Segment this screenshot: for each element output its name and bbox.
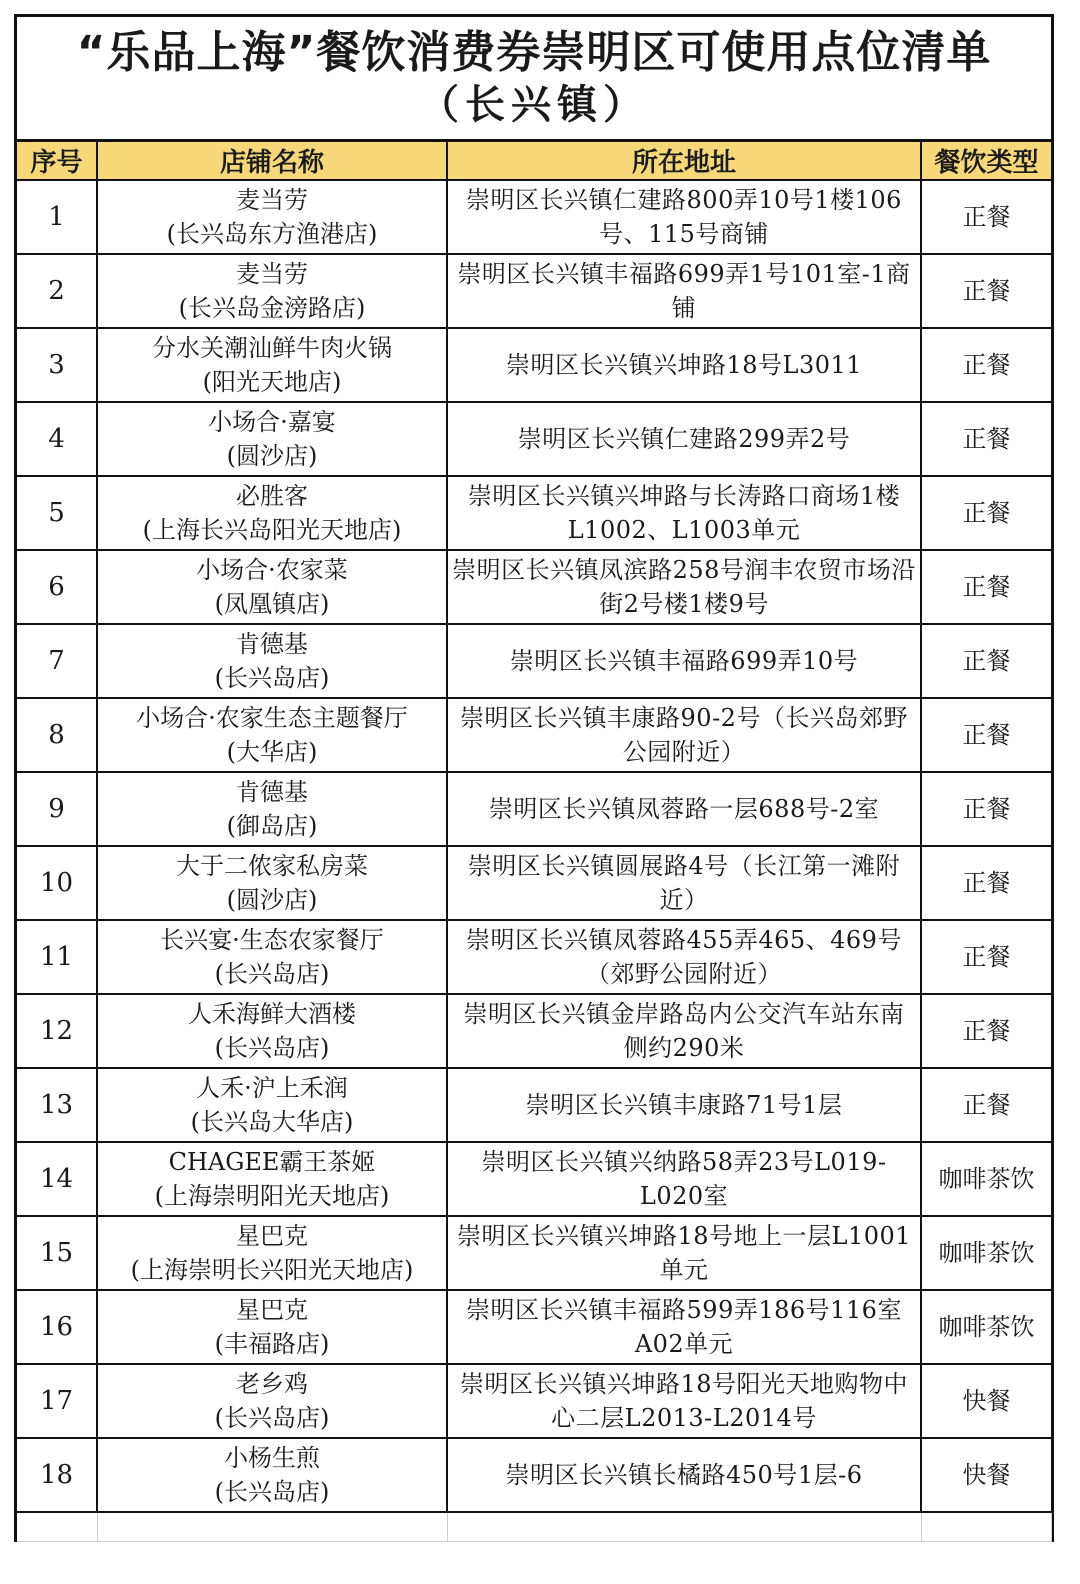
table-row [17, 476, 1051, 550]
store-branch: (长兴岛店) [214, 1034, 330, 1062]
store-branch: (御岛店) [226, 812, 318, 840]
row-number: 10 [17, 846, 97, 920]
dining-type: 正餐 [921, 476, 1051, 550]
store-name: 小杨生煎 [224, 1444, 320, 1472]
store-address: 崇明区长兴镇兴纳路58弄23号L019-L020室 [447, 1142, 921, 1216]
row-number: 9 [17, 772, 97, 846]
store-address: 崇明区长兴镇丰福路699弄1号101室-1商铺 [447, 254, 921, 328]
store-address: 崇明区长兴镇凤蓉路一层688号-2室 [447, 772, 921, 846]
store-name-cell [97, 328, 447, 402]
header-type: 餐饮类型 [921, 142, 1051, 180]
row-number: 1 [17, 180, 97, 254]
row-number: 6 [17, 550, 97, 624]
store-address: 崇明区长兴镇兴坤路18号地上一层L1001单元 [447, 1216, 921, 1290]
store-address: 崇明区长兴镇长橘路450号1层-6 [447, 1438, 921, 1512]
store-address: 崇明区长兴镇兴坤路18号L3011 [447, 328, 921, 402]
table-row [17, 550, 1051, 624]
dining-type: 咖啡茶饮 [921, 1216, 1051, 1290]
table-row [17, 1290, 1051, 1364]
table-row [17, 402, 1051, 476]
store-name-cell [97, 550, 447, 624]
store-name-cell [97, 1290, 447, 1364]
dining-type: 咖啡茶饮 [921, 1290, 1051, 1364]
row-number: 5 [17, 476, 97, 550]
table-row [17, 920, 1051, 994]
empty-cell [97, 1512, 447, 1542]
row-number: 2 [17, 254, 97, 328]
store-branch: (长兴岛大华店) [190, 1108, 354, 1136]
table-row [17, 180, 1051, 254]
store-address: 崇明区长兴镇丰康路90-2号（长兴岛郊野公园附近） [447, 698, 921, 772]
store-table [17, 142, 1052, 1542]
store-branch: (上海崇明长兴阳光天地店) [130, 1256, 414, 1284]
store-name: 小场合·农家生态主题餐厅 [136, 704, 408, 732]
store-address: 崇明区长兴镇仁建路299弄2号 [447, 402, 921, 476]
store-branch: (长兴岛金滂路店) [178, 294, 366, 322]
table-row [17, 328, 1051, 402]
store-name: 星巴克 [236, 1222, 308, 1250]
store-branch: (长兴岛店) [214, 960, 330, 988]
store-name-cell [97, 1364, 447, 1438]
table-row [17, 1068, 1051, 1142]
row-number: 11 [17, 920, 97, 994]
store-name: 肯德基 [236, 630, 308, 658]
store-address: 崇明区长兴镇凤蓉路455弄465、469号（郊野公园附近） [447, 920, 921, 994]
dining-type: 正餐 [921, 624, 1051, 698]
store-branch: (圆沙店) [226, 442, 318, 470]
store-name: 分水关潮汕鲜牛肉火锅 [152, 334, 392, 362]
store-name-cell [97, 994, 447, 1068]
store-address: 崇明区长兴镇兴坤路与长涛路口商场1楼L1002、L1003单元 [447, 476, 921, 550]
dining-type: 正餐 [921, 920, 1051, 994]
empty-row [17, 1512, 1051, 1542]
store-name-cell [97, 254, 447, 328]
store-name: 小场合·嘉宴 [208, 408, 336, 436]
store-name-cell [97, 920, 447, 994]
store-name-cell [97, 846, 447, 920]
row-number: 15 [17, 1216, 97, 1290]
store-name-cell [97, 624, 447, 698]
row-number: 4 [17, 402, 97, 476]
row-number: 3 [17, 328, 97, 402]
store-address: 崇明区长兴镇圆展路4号（长江第一滩附近） [447, 846, 921, 920]
store-address: 崇明区长兴镇丰福路599弄186号116室A02单元 [447, 1290, 921, 1364]
dining-type: 正餐 [921, 328, 1051, 402]
store-name-cell [97, 772, 447, 846]
dining-type: 正餐 [921, 698, 1051, 772]
store-name: 人禾·沪上禾润 [196, 1074, 348, 1102]
dining-type: 正餐 [921, 550, 1051, 624]
store-name-cell [97, 1068, 447, 1142]
header-address: 所在地址 [447, 142, 921, 180]
row-number: 17 [17, 1364, 97, 1438]
page-subtitle: （长兴镇） [419, 82, 649, 128]
store-address: 崇明区长兴镇兴坤路18号阳光天地购物中心二层L2013-L2014号 [447, 1364, 921, 1438]
store-name: 必胜客 [236, 482, 308, 510]
header-no: 序号 [17, 142, 97, 180]
store-branch: (凤凰镇店) [214, 590, 330, 618]
store-branch: (长兴岛东方渔港店) [166, 220, 378, 248]
store-name-cell [97, 180, 447, 254]
store-address: 崇明区长兴镇丰康路71号1层 [447, 1068, 921, 1142]
empty-cell [447, 1512, 921, 1542]
store-address: 崇明区长兴镇仁建路800弄10号1楼106号、115号商铺 [447, 180, 921, 254]
dining-type: 正餐 [921, 402, 1051, 476]
store-branch: (上海崇明阳光天地店) [154, 1182, 390, 1210]
table-row [17, 1216, 1051, 1290]
dining-type: 快餐 [921, 1438, 1051, 1512]
table-body [17, 180, 1051, 1542]
store-branch: (丰福路店) [214, 1330, 330, 1358]
store-name: 麦当劳 [236, 260, 308, 288]
row-number: 18 [17, 1438, 97, 1512]
store-name-cell [97, 698, 447, 772]
title-block [17, 17, 1051, 142]
header-name: 店铺名称 [97, 142, 447, 180]
store-name: 星巴克 [236, 1296, 308, 1324]
table-row [17, 698, 1051, 772]
dining-type: 快餐 [921, 1364, 1051, 1438]
table-row [17, 772, 1051, 846]
page-title: “乐品上海”餐饮消费券崇明区可使用点位清单 [76, 27, 992, 78]
table-row [17, 846, 1051, 920]
row-number: 7 [17, 624, 97, 698]
table-row [17, 994, 1051, 1068]
store-name: CHAGEE霸王茶姬 [168, 1148, 376, 1176]
table-row [17, 1438, 1051, 1512]
row-number: 12 [17, 994, 97, 1068]
voucher-list-sheet [14, 14, 1054, 1542]
dining-type: 正餐 [921, 772, 1051, 846]
table-row [17, 254, 1051, 328]
store-branch: (长兴岛店) [214, 1478, 330, 1506]
store-address: 崇明区长兴镇丰福路699弄10号 [447, 624, 921, 698]
table-row [17, 1142, 1051, 1216]
row-number: 14 [17, 1142, 97, 1216]
store-branch: (圆沙店) [226, 886, 318, 914]
store-branch: (大华店) [226, 738, 318, 766]
store-address: 崇明区长兴镇金岸路岛内公交汽车站东南侧约290米 [447, 994, 921, 1068]
dining-type: 咖啡茶饮 [921, 1142, 1051, 1216]
store-name: 小场合·农家菜 [196, 556, 348, 584]
dining-type: 正餐 [921, 994, 1051, 1068]
table-row [17, 1364, 1051, 1438]
row-number: 8 [17, 698, 97, 772]
store-branch: (阳光天地店) [202, 368, 342, 396]
store-name: 老乡鸡 [236, 1370, 308, 1398]
empty-cell [921, 1512, 1051, 1542]
store-name: 大于二侬家私房菜 [176, 852, 368, 880]
store-address: 崇明区长兴镇凤滨路258号润丰农贸市场沿街2号楼1楼9号 [447, 550, 921, 624]
store-branch: (上海长兴岛阳光天地店) [142, 516, 402, 544]
dining-type: 正餐 [921, 846, 1051, 920]
empty-cell [17, 1512, 97, 1542]
row-number: 16 [17, 1290, 97, 1364]
store-name-cell [97, 476, 447, 550]
store-name-cell [97, 1216, 447, 1290]
dining-type: 正餐 [921, 254, 1051, 328]
table-row [17, 624, 1051, 698]
store-name-cell [97, 402, 447, 476]
store-name-cell [97, 1142, 447, 1216]
store-branch: (长兴岛店) [214, 664, 330, 692]
store-name-cell [97, 1438, 447, 1512]
table-header-row [17, 142, 1051, 180]
dining-type: 正餐 [921, 180, 1051, 254]
dining-type: 正餐 [921, 1068, 1051, 1142]
store-name: 人禾海鲜大酒楼 [188, 1000, 356, 1028]
store-name: 肯德基 [236, 778, 308, 806]
store-branch: (长兴岛店) [214, 1404, 330, 1432]
store-name: 长兴宴·生态农家餐厅 [160, 926, 384, 954]
store-name: 麦当劳 [236, 186, 308, 214]
row-number: 13 [17, 1068, 97, 1142]
